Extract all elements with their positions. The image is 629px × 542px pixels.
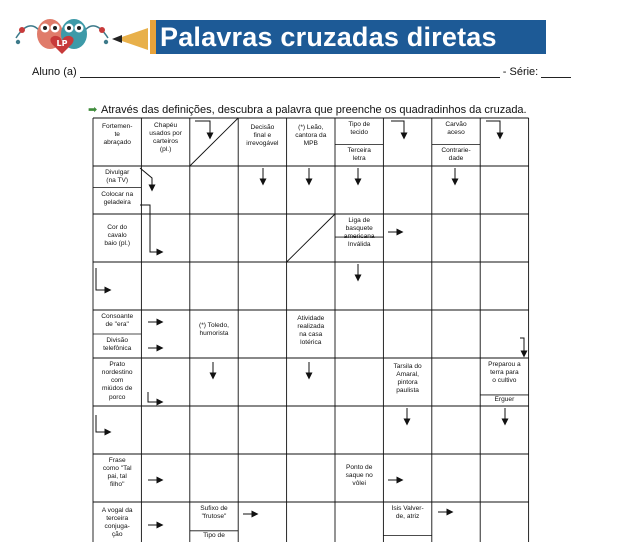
clue-c3: Decisão final e irrevogável: [246, 123, 279, 148]
clue-c18: Prato nordestino com miúdos de porco: [101, 360, 133, 401]
clue-c23: Ponto de saque no vôlei: [345, 463, 373, 487]
clue-c8: Contrarie- dade: [441, 146, 471, 162]
clue-c15: Divisão telefônica: [103, 336, 132, 353]
grid-line: [287, 214, 335, 262]
page-title: Palavras cruzadas diretas: [160, 22, 497, 52]
clue-c7: Carvão aceso: [445, 120, 467, 137]
clue-c1: Fortemen- te abraçado: [101, 122, 133, 147]
instruction-text: Através das definições, descubra a palavra que preenche os quadradinhos da cruzada.: [101, 104, 527, 116]
grade-label: - Série:: [502, 66, 539, 78]
clue-c9: Divulgar (na TV): [105, 168, 130, 185]
green-arrow-icon: ➡: [88, 104, 98, 116]
logo-letters: LP: [56, 39, 68, 48]
clue-c12: Liga de basquete americana: [343, 216, 375, 241]
clue-c17: Atividade realizada na casa lotérica: [297, 314, 325, 347]
clue-c26: Tipo de: [203, 531, 225, 539]
clue-c22: Frase como "Tal pai, tal filho": [102, 456, 132, 489]
clue-c16: (*) Toledo, humorista: [199, 322, 229, 338]
clue-arrow: [520, 338, 524, 356]
clue-c10: Colocar na geladeira: [101, 190, 134, 207]
clue-arrow: [148, 392, 162, 402]
clue-arrow: [486, 121, 500, 138]
clue-c14: Consoante de "era": [101, 312, 134, 329]
clue-arrow: [96, 415, 110, 432]
clue-c20: Preparou a terra para o cultivo: [488, 360, 521, 385]
clue-c19: Tarsila do Amaral, pintora paulista: [393, 362, 422, 395]
clue-arrow: [96, 268, 110, 290]
clue-arrow: [195, 121, 210, 138]
clue-c4: (*) Leão, cantora da MPB: [295, 123, 327, 148]
name-label: Aluno (a): [32, 66, 77, 78]
clue-c21: Erguer: [494, 396, 515, 404]
clue-c2: Chapéu usados por carteiros (pl.): [149, 121, 182, 154]
clue-c24: A vogal da terceira conjuga- ção: [101, 506, 133, 539]
grid-line: [190, 118, 238, 166]
clue-c27: Ísis Valver- de, atriz: [391, 504, 424, 521]
clue-c13: Inválida: [347, 240, 371, 248]
clue-c6: Terceira letra: [347, 146, 371, 162]
clue-c25: Sufixo de "frutose": [200, 504, 228, 521]
clue-arrow: [140, 205, 162, 252]
clue-c11: Cor do cavalo baio (pl.): [104, 223, 131, 247]
clue-c5: Tipo de tecido: [348, 120, 371, 137]
clue-arrow: [391, 121, 404, 138]
